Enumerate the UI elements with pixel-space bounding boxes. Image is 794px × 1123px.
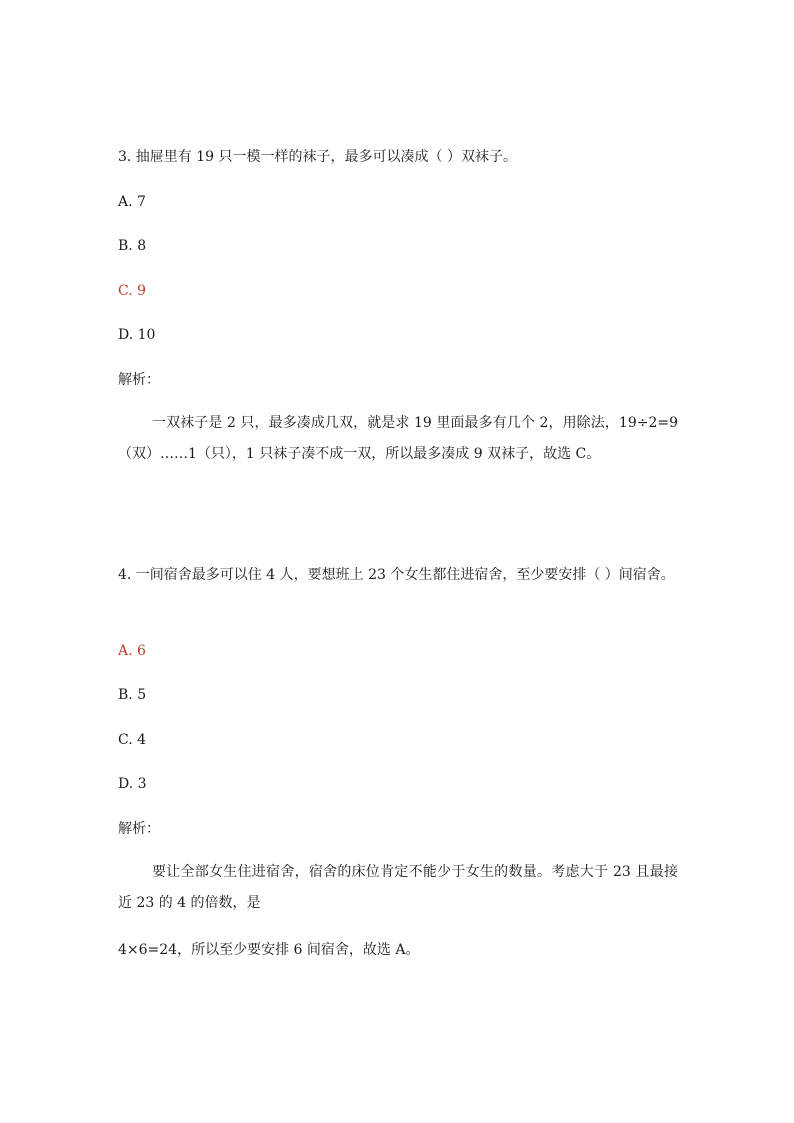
question-3-option-b: B. 8 [118,238,147,254]
question-4-option-b: B. 5 [118,687,147,703]
question-3-analysis: 一双袜子是 2 只，最多凑成几双，就是求 19 里面最多有几个 2，用除法，19÷2=9（双）……1（只），1 只袜子凑不成一双，所以最多凑成 9 双袜子，故选 C。 [118,415,678,462]
question-3-option-a: A. 7 [118,194,146,210]
question-4-analysis: 要让全部女生住进宿舍，宿舍的床位肯定不能少于女生的数量。考虑大于 23 且最接近 23 的 4 的倍数，是 [118,864,678,911]
question-3-option-d: D. 10 [118,327,156,343]
question-4-option-a: A. 6 [118,643,146,659]
question-3-stem: 3. 抽屉里有 19 只一模一样的袜子，最多可以凑成（ ）双袜子。 [118,149,517,165]
question-4-option-d: D. 3 [118,776,147,792]
question-3-option-c: C. 9 [118,283,147,299]
question-4-option-c: C. 4 [118,732,147,748]
question-4-stem: 4. 一间宿舍最多可以住 4 人，要想班上 23 个女生都住进宿舍，至少要安排（ ）间宿舍。 [118,567,675,583]
question-3-analysis-label: 解析： [118,372,160,388]
question-4-analysis-line2: 4×6=24，所以至少要安排 6 间宿舍，故选 A。 [118,942,420,958]
question-4-analysis-label: 解析： [118,821,160,837]
